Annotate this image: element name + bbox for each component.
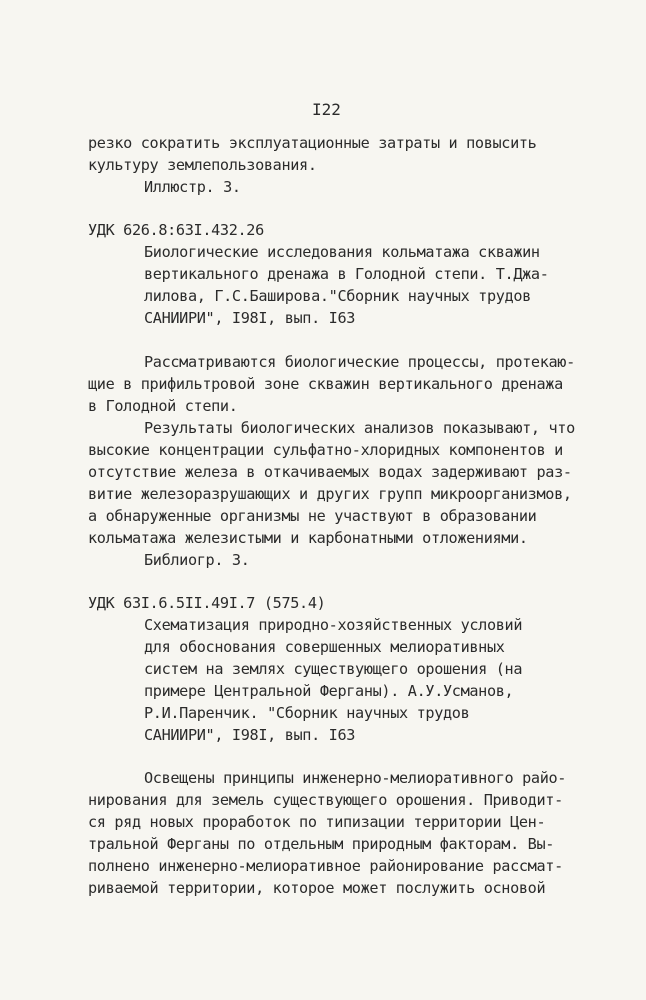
citation-line: САНИИРИ", I98I, вып. I63 bbox=[144, 309, 356, 327]
text-line: а обнаруженные организмы не участвуют в образовании bbox=[88, 507, 537, 525]
text-line: риваемой территории, которое может послужить основой bbox=[88, 879, 546, 897]
text-line: культуру землепользования. bbox=[88, 156, 317, 174]
text-line: Освещены принципы инженерно-мелиоративного райо- bbox=[144, 769, 567, 787]
text-line: ся ряд новых проработок по типизации территории Цен- bbox=[88, 813, 546, 831]
text-line: кольматажа железистыми и карбонатными отложениями. bbox=[88, 529, 528, 547]
text-line: Иллюстр. 3. bbox=[144, 178, 241, 196]
citation-line: для обоснования совершенных мелиоративных bbox=[144, 638, 505, 656]
citation-line: вертикального дренажа в Голодной степи. Т.Джа- bbox=[144, 265, 549, 283]
citation-line: Схематизация природно-хозяйственных условий bbox=[144, 616, 523, 634]
text-line: Библиогр. 3. bbox=[144, 551, 250, 569]
text-line: Результаты биологических анализов показывают, что bbox=[144, 419, 575, 437]
text-line: Рассматриваются биологические процессы, протекаю- bbox=[144, 353, 575, 371]
text-line: полнено инженерно-мелиоративное районирование рассмат- bbox=[88, 857, 563, 875]
citation-line: Биологические исследования кольматажа скважин bbox=[144, 243, 540, 261]
text-line: тральной Ферганы по отдельным природным факторам. Вы- bbox=[88, 835, 555, 853]
text-line: витие железоразрушающих и других групп микроорганизмов, bbox=[88, 485, 572, 503]
citation-line: систем на землях существующего орошения (на bbox=[144, 660, 523, 678]
citation-line: Р.И.Паренчик. "Сборник научных трудов bbox=[144, 704, 470, 722]
text-line: отсутствие железа в откачиваемых водах задерживают раз- bbox=[88, 463, 572, 481]
text-line: в Голодной степи. bbox=[88, 397, 238, 415]
page-number: I22 bbox=[312, 100, 341, 119]
citation-line: примере Центральной Ферганы). А.У.Усманов, bbox=[144, 682, 514, 700]
text-line: высокие концентрации сульфатно-хлоридных компонентов и bbox=[88, 441, 563, 459]
text-line: нирования для земель существующего орошения. Приводит- bbox=[88, 791, 563, 809]
citation-line: лилова, Г.С.Баширова."Сборник научных трудов bbox=[144, 287, 531, 305]
text-line: резко сократить эксплуатационные затраты и повысить bbox=[88, 134, 537, 152]
citation-line: САНИИРИ", I98I, вып. I63 bbox=[144, 726, 356, 744]
text-line: щие в прифильтровой зоне скважин вертикального дренажа bbox=[88, 375, 563, 393]
udk-code: УДК 63I.6.5II.49I.7 (575.4) bbox=[88, 594, 326, 612]
udk-code: УДК 626.8:63I.432.26 bbox=[88, 221, 264, 239]
